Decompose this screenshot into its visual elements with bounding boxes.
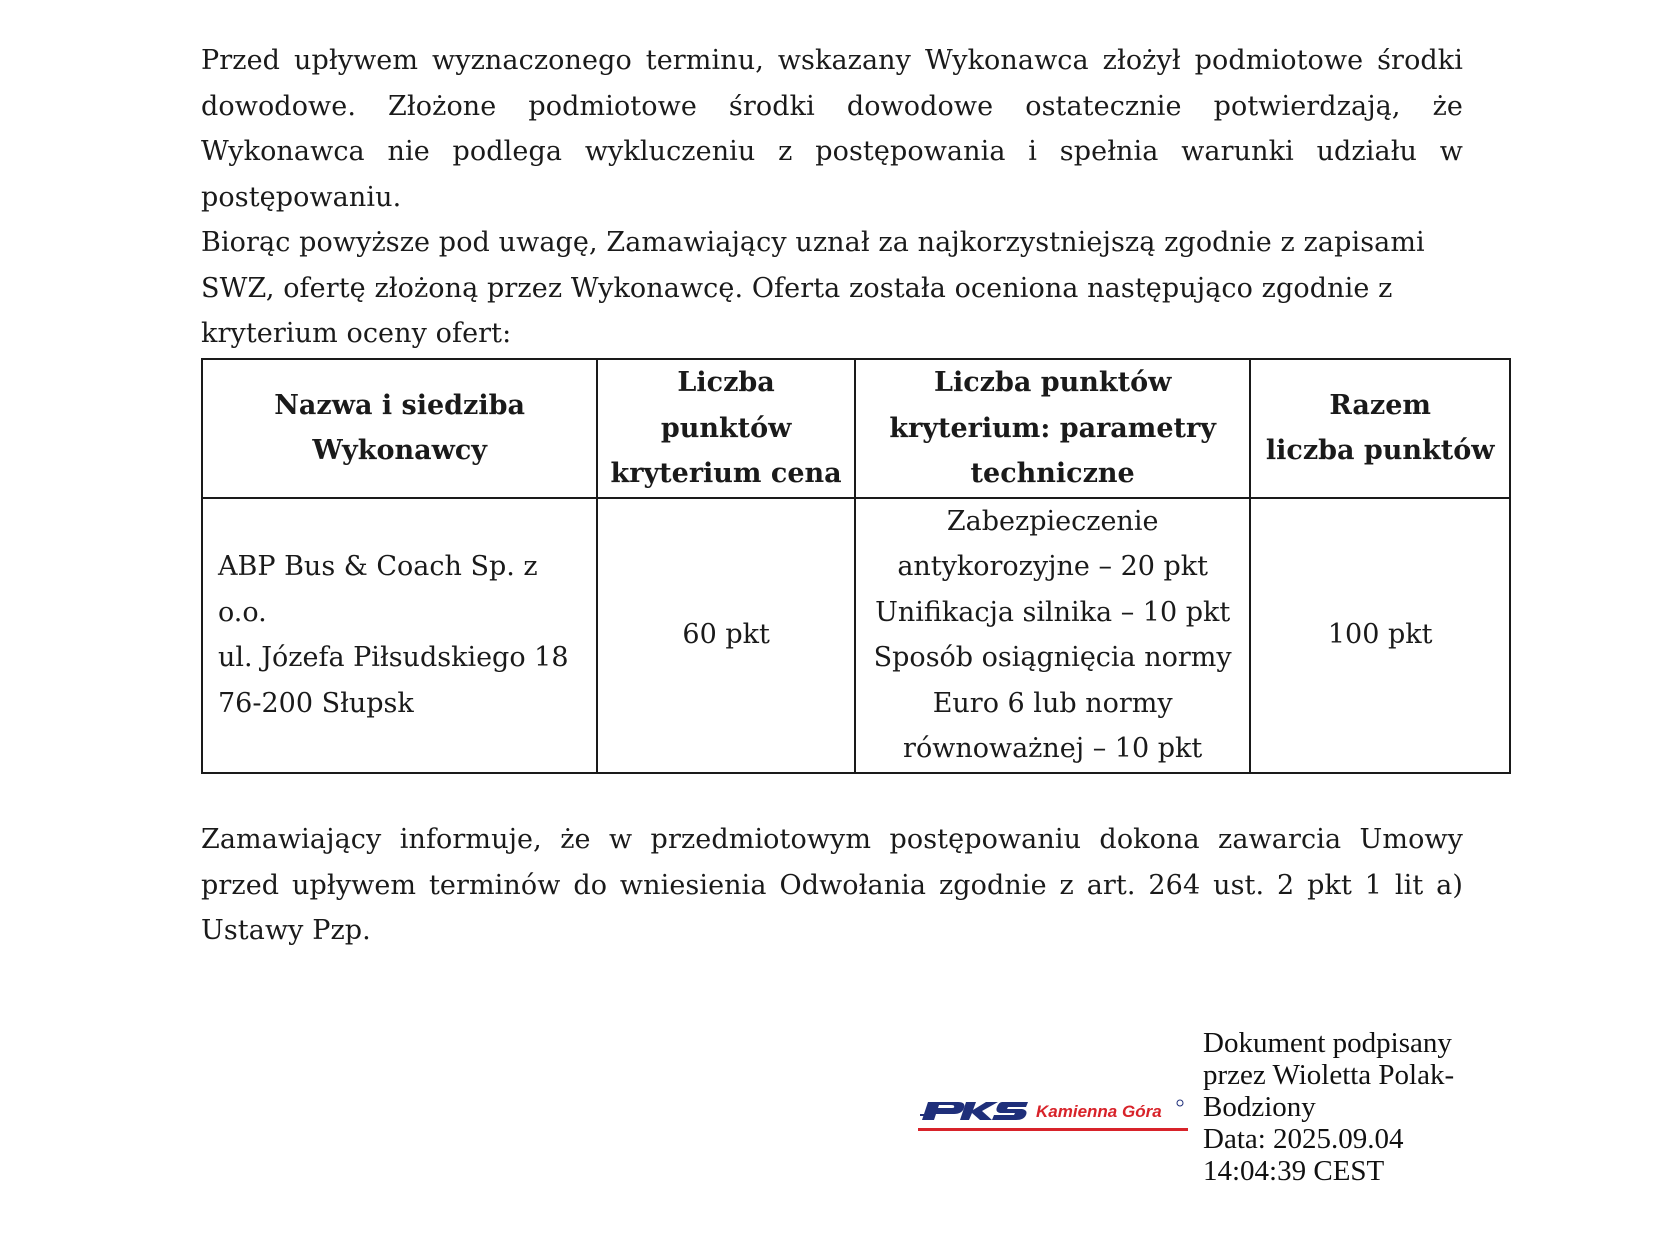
contractor-name: ABP Bus & Coach Sp. z o.o.	[218, 551, 538, 628]
cell-total-points: 100 pkt	[1250, 498, 1510, 773]
header-contractor-line-2: Wykonawcy	[312, 435, 487, 467]
cell-technical-points	[855, 498, 1250, 773]
header-technical-points	[855, 359, 1250, 498]
technical-line-3: Unifikacja silnika – 10 pkt	[875, 596, 1231, 628]
table-row	[202, 498, 1510, 773]
header-technical-line-2: kryterium: parametry	[889, 412, 1216, 444]
signature-line-3: Bodziony	[1203, 1091, 1316, 1123]
header-technical-line-3: techniczne	[970, 458, 1135, 489]
header-technical-line-1: Liczba punktów	[933, 367, 1172, 398]
header-contractor	[202, 359, 597, 498]
signature-line-1: Dokument podpisany	[1203, 1027, 1452, 1059]
digital-signature	[1203, 1027, 1454, 1187]
intro-paragraph: Przed upływem wyznaczonego terminu, wskazany Wykonawca złożył podmiotowe środki dowodowe. Złożone podmiotowe środki dowodowe ostatecznie potwierdzają, że Wykonawca nie podlega wykluczeniu z postępowania i spełnia warunki udziału w postępowaniu.	[201, 45, 1463, 213]
table-header-row	[202, 359, 1510, 498]
signature-line-2: przez Wioletta Polak-	[1203, 1059, 1455, 1091]
signature-time: 14:04:39 CEST	[1203, 1155, 1385, 1187]
header-total-line-2: liczba punktów	[1265, 435, 1495, 467]
pks-logo	[918, 1082, 1188, 1132]
technical-line-2: antykorozyjne – 20 pkt	[897, 551, 1208, 582]
signature-date: Data: 2025.09.04	[1203, 1123, 1404, 1155]
contractor-street: ul. Józefa Piłsudskiego 18	[218, 642, 569, 673]
contract-paragraph: Zamawiający informuje, że w przedmiotowym postępowaniu dokona zawarcia Umowy przed upływem terminów do wniesienia Odwołania zgodnie z art. 264 ust. 2 pkt 1 lit a) Ustawy Pzp.	[201, 824, 1463, 946]
evaluation-paragraph: Biorąc powyższe pod uwagę, Zamawiający uznał za najkorzystniejszą zgodnie z zapisami SWZ, ofertę złożoną przez Wykonawcę. Oferta została oceniona następująco zgodnie z kryterium oceny ofert:	[201, 227, 1425, 349]
contractor-city: 76-200 Słupsk	[218, 687, 414, 719]
header-price-points	[597, 359, 855, 498]
technical-line-6: równoważnej – 10 pkt	[903, 733, 1203, 764]
header-contractor-line-1: Nazwa i siedziba	[274, 389, 526, 421]
technical-line-1: Zabezpieczenie	[946, 505, 1159, 537]
header-price-line-2: kryterium cena	[610, 458, 842, 489]
pks-mark-icon	[920, 1102, 1028, 1120]
header-price-line-1: Liczba punktów	[660, 367, 792, 444]
cell-contractor	[202, 498, 597, 773]
header-total-points	[1250, 359, 1510, 498]
cell-price-points: 60 pkt	[597, 498, 855, 773]
header-total-line-1: Razem	[1329, 389, 1431, 421]
logo-text: Kamienna Góra	[1036, 1102, 1162, 1121]
logo-underline	[918, 1128, 1188, 1131]
offer-evaluation-table	[201, 358, 1511, 774]
technical-line-5: Euro 6 lub normy	[932, 687, 1173, 719]
technical-line-4: Sposób osiągnięcia normy	[873, 642, 1232, 673]
